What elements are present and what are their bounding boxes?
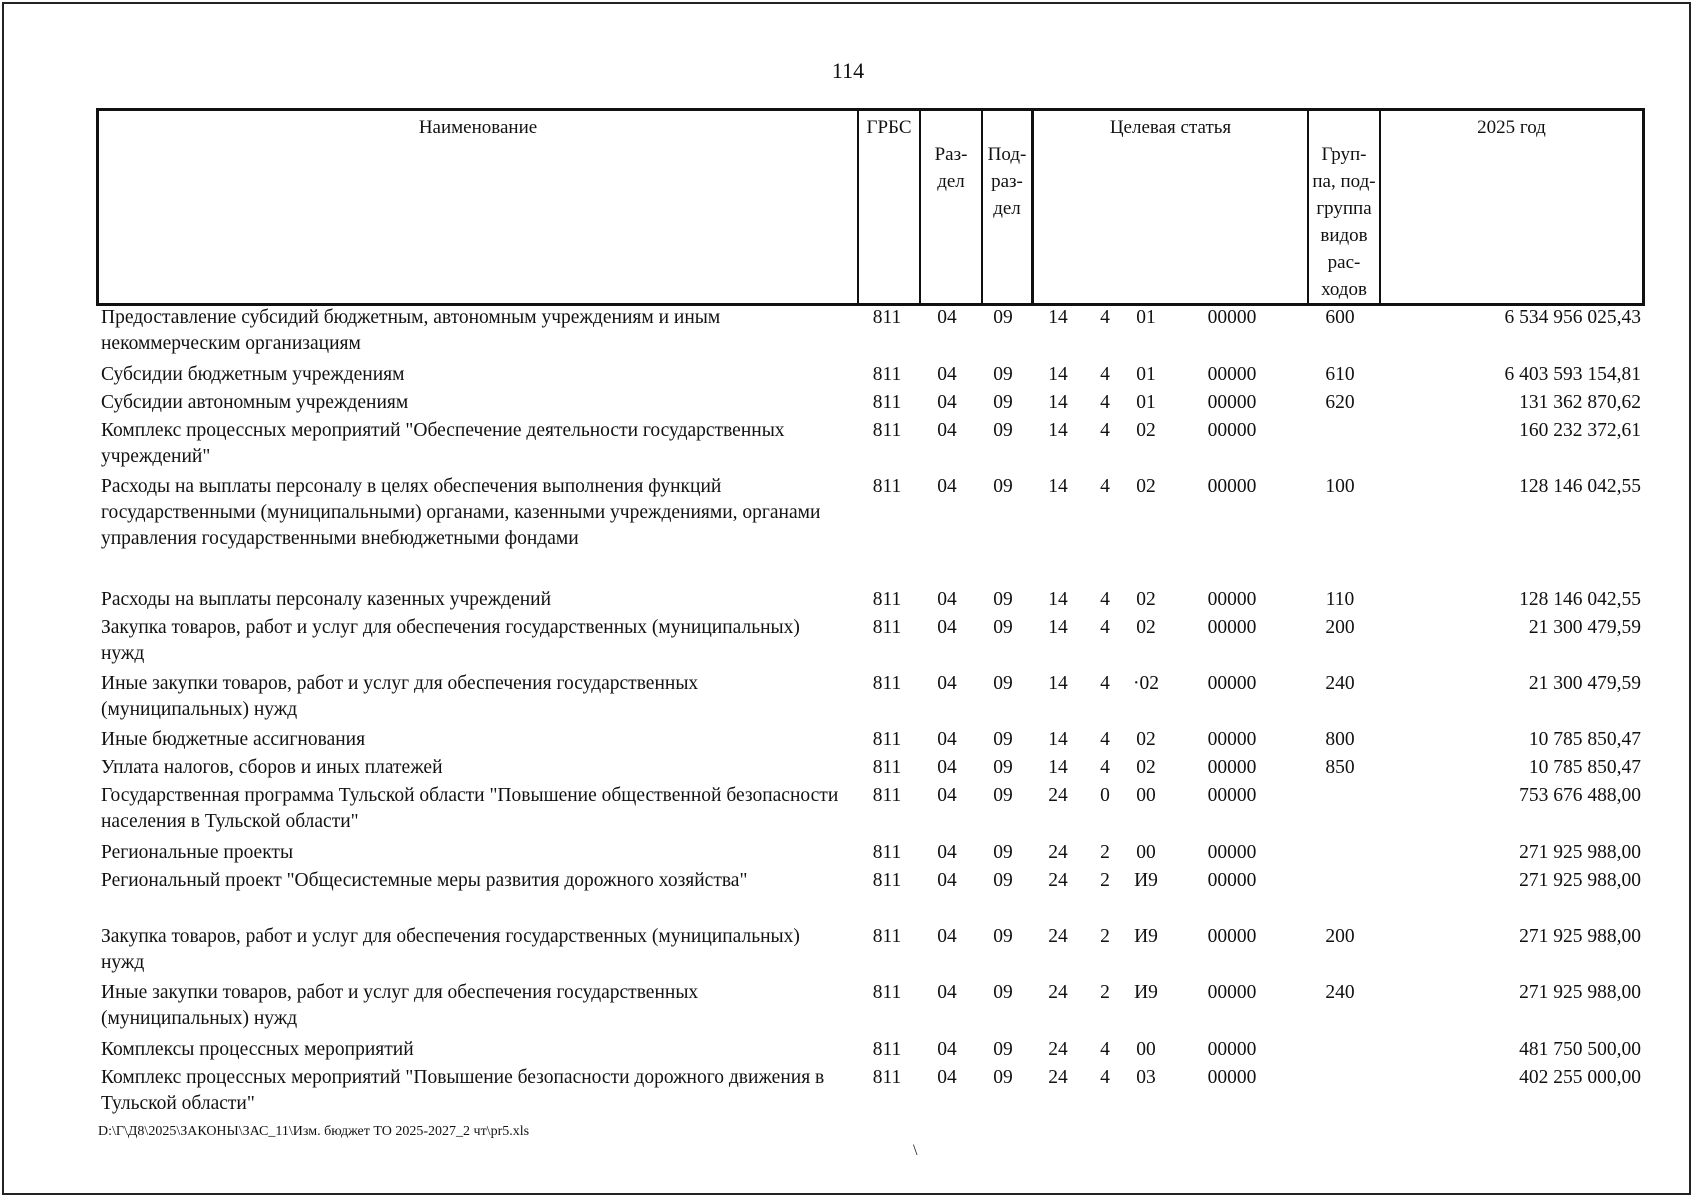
- row-podrazdel: 09: [993, 1067, 1013, 1088]
- row-grbs: 811: [872, 926, 902, 947]
- file-path: D:\Г\Д8\2025\ЗАКОНЫ\ЗАС_11\Изм. бюджет ТО 2025-2027_2 чт\pr5.xls: [98, 1124, 530, 1139]
- header-podrazdel-label: Под- раз- дел: [987, 144, 1027, 219]
- row-podrazdel: 09: [993, 476, 1013, 497]
- row-target-3: И9: [1134, 982, 1158, 1003]
- row-target-1: 14: [1048, 673, 1068, 694]
- row-target-1: 24: [1048, 926, 1068, 947]
- row-target-2: 2: [1100, 982, 1110, 1003]
- header-grbs-label: ГРБС: [866, 117, 912, 138]
- row-target-1: 14: [1048, 307, 1068, 328]
- row-target-2: 4: [1100, 392, 1110, 413]
- row-target-1: 24: [1048, 842, 1068, 863]
- row-target-3: 02: [1136, 476, 1156, 497]
- row-razdel: 04: [937, 420, 957, 441]
- row-grbs: 811: [872, 842, 902, 863]
- row-group: 600: [1325, 307, 1355, 328]
- row-razdel: 04: [937, 476, 957, 497]
- row-sum: 753 676 488,00: [1519, 785, 1641, 806]
- row-target-2: 4: [1100, 589, 1110, 610]
- row-target-3: 00: [1136, 785, 1156, 806]
- row-sum: 271 925 988,00: [1519, 982, 1641, 1003]
- row-target-4: 00000: [1207, 392, 1257, 413]
- row-target-4: 00000: [1207, 729, 1257, 750]
- row-target-2: 4: [1100, 364, 1110, 385]
- row-name: Субсидии бюджетным учреждениям: [101, 364, 405, 385]
- row-razdel: 04: [937, 870, 957, 891]
- row-razdel: 04: [937, 1039, 957, 1060]
- row-razdel: 04: [937, 673, 957, 694]
- row-name: Региональные проекты: [101, 842, 294, 863]
- row-podrazdel: 09: [993, 729, 1013, 750]
- row-target-3: 01: [1136, 392, 1156, 413]
- row-name: Расходы на выплаты персоналу казенных учреждений: [101, 589, 552, 610]
- row-group: 800: [1325, 729, 1355, 750]
- row-sum: 481 750 500,00: [1519, 1039, 1641, 1060]
- row-group: 240: [1325, 982, 1355, 1003]
- row-target-2: 4: [1100, 673, 1110, 694]
- row-podrazdel: 09: [993, 307, 1013, 328]
- row-sum: 6 534 956 025,43: [1504, 307, 1641, 328]
- row-target-3: 01: [1136, 364, 1156, 385]
- row-target-3: 02: [1136, 420, 1156, 441]
- row-target-4: 00000: [1207, 420, 1257, 441]
- row-sum: 402 255 000,00: [1519, 1067, 1641, 1088]
- table-header: [96, 108, 1645, 306]
- header-group-label: Груп- па, под- группа видов рас- ходов: [1312, 144, 1376, 300]
- row-target-4: 00000: [1207, 757, 1257, 778]
- row-podrazdel: 09: [993, 420, 1013, 441]
- row-razdel: 04: [937, 1067, 957, 1088]
- row-name: Комплекс процессных мероприятий "Обеспечение деятельности государственных учреждений": [101, 420, 785, 467]
- row-sum: 271 925 988,00: [1519, 926, 1641, 947]
- row-target-3: ·02: [1133, 673, 1159, 694]
- row-grbs: 811: [872, 307, 902, 328]
- row-name: Иные закупки товаров, работ и услуг для обеспечения государственных (муниципальных) нужд: [101, 982, 699, 1029]
- row-target-3: 00: [1136, 842, 1156, 863]
- row-name: Предоставление субсидий бюджетным, автономным учреждениям и иным некоммерческим организациям: [101, 307, 721, 354]
- header-target-label: Целевая статья: [1109, 117, 1232, 138]
- row-grbs: 811: [872, 1039, 902, 1060]
- row-razdel: 04: [937, 307, 957, 328]
- row-name: Субсидии автономным учреждениям: [101, 392, 409, 413]
- header-group: [1307, 111, 1379, 303]
- row-target-2: 2: [1100, 870, 1110, 891]
- row-target-1: 14: [1048, 729, 1068, 750]
- row-razdel: 04: [937, 982, 957, 1003]
- row-target-2: 4: [1100, 1039, 1110, 1060]
- row-target-3: 02: [1136, 589, 1156, 610]
- row-target-2: 2: [1100, 926, 1110, 947]
- row-name: Комплексы процессных мероприятий: [101, 1039, 414, 1060]
- row-target-4: 00000: [1207, 673, 1257, 694]
- row-podrazdel: 09: [993, 392, 1013, 413]
- row-target-4: 00000: [1207, 364, 1257, 385]
- row-name: Расходы на выплаты персоналу в целях обеспечения выполнения функций государственными (муниципальными) органами, казенными учреждениями, органами управления государственными внебюджетными фондами: [101, 476, 821, 549]
- header-year-label: 2025 год: [1477, 117, 1546, 138]
- row-target-4: 00000: [1207, 617, 1257, 638]
- row-target-1: 24: [1048, 870, 1068, 891]
- row-sum: 128 146 042,55: [1519, 476, 1641, 497]
- row-target-2: 4: [1100, 729, 1110, 750]
- row-group: 100: [1325, 476, 1355, 497]
- row-target-2: 2: [1100, 842, 1110, 863]
- row-grbs: 811: [872, 757, 902, 778]
- row-target-4: 00000: [1207, 476, 1257, 497]
- header-name: [99, 111, 857, 303]
- row-group: 110: [1325, 589, 1355, 610]
- row-grbs: 811: [872, 392, 902, 413]
- row-target-4: 00000: [1207, 842, 1257, 863]
- row-group: 850: [1325, 757, 1355, 778]
- row-target-3: 02: [1136, 617, 1156, 638]
- row-sum: 6 403 593 154,81: [1504, 364, 1641, 385]
- row-razdel: 04: [937, 757, 957, 778]
- row-grbs: 811: [872, 364, 902, 385]
- row-group: 620: [1325, 392, 1355, 413]
- row-target-3: И9: [1134, 926, 1158, 947]
- row-target-1: 24: [1048, 785, 1068, 806]
- row-razdel: 04: [937, 729, 957, 750]
- row-target-3: 02: [1136, 757, 1156, 778]
- row-sum: 128 146 042,55: [1519, 589, 1641, 610]
- row-grbs: 811: [872, 870, 902, 891]
- header-razdel-label: Раз- дел: [934, 144, 968, 192]
- row-podrazdel: 09: [993, 870, 1013, 891]
- row-podrazdel: 09: [993, 982, 1013, 1003]
- row-name: Региональный проект "Общесистемные меры развития дорожного хозяйства": [101, 870, 748, 891]
- row-razdel: 04: [937, 785, 957, 806]
- row-grbs: 811: [872, 589, 902, 610]
- row-target-1: 14: [1048, 617, 1068, 638]
- row-name: Государственная программа Тульской области "Повышение общественной безопасности населения в Тульской области": [101, 785, 839, 832]
- header-target: [1031, 111, 1307, 303]
- row-target-4: 00000: [1207, 870, 1257, 891]
- row-podrazdel: 09: [993, 617, 1013, 638]
- row-target-4: 00000: [1207, 926, 1257, 947]
- row-grbs: 811: [872, 1067, 902, 1088]
- row-target-3: И9: [1134, 870, 1158, 891]
- row-sum: 271 925 988,00: [1519, 842, 1641, 863]
- row-sum: 131 362 870,62: [1519, 392, 1641, 413]
- row-target-4: 00000: [1207, 982, 1257, 1003]
- row-target-2: 4: [1100, 307, 1110, 328]
- row-grbs: 811: [872, 420, 902, 441]
- header-year: [1379, 111, 1642, 303]
- row-group: 200: [1325, 617, 1355, 638]
- row-sum: 10 785 850,47: [1528, 757, 1641, 778]
- row-target-1: 24: [1048, 1039, 1068, 1060]
- row-target-2: 4: [1100, 1067, 1110, 1088]
- row-podrazdel: 09: [993, 1039, 1013, 1060]
- row-sum: 21 300 479,59: [1528, 617, 1641, 638]
- page-number: 114: [831, 58, 865, 83]
- header-grbs: [857, 111, 919, 303]
- row-target-1: 14: [1048, 757, 1068, 778]
- row-target-2: 4: [1100, 476, 1110, 497]
- stray-mark: \: [913, 1142, 918, 1159]
- row-group: 610: [1325, 364, 1355, 385]
- row-target-4: 00000: [1207, 1039, 1257, 1060]
- row-target-1: 14: [1048, 420, 1068, 441]
- header-razdel: [919, 111, 981, 303]
- row-razdel: 04: [937, 364, 957, 385]
- row-target-2: 4: [1100, 757, 1110, 778]
- row-podrazdel: 09: [993, 589, 1013, 610]
- row-target-1: 14: [1048, 589, 1068, 610]
- row-target-2: 4: [1100, 617, 1110, 638]
- row-podrazdel: 09: [993, 673, 1013, 694]
- row-sum: 160 232 372,61: [1519, 420, 1641, 441]
- row-name: Уплата налогов, сборов и иных платежей: [101, 757, 443, 778]
- row-target-1: 14: [1048, 364, 1068, 385]
- row-grbs: 811: [872, 729, 902, 750]
- row-target-2: 4: [1100, 420, 1110, 441]
- row-podrazdel: 09: [993, 364, 1013, 385]
- row-group: 200: [1325, 926, 1355, 947]
- row-target-3: 01: [1136, 307, 1156, 328]
- row-razdel: 04: [937, 842, 957, 863]
- row-name: Закупка товаров, работ и услуг для обеспечения государственных (муниципальных) нужд: [101, 926, 800, 973]
- row-podrazdel: 09: [993, 926, 1013, 947]
- row-target-3: 00: [1136, 1039, 1156, 1060]
- row-sum: 10 785 850,47: [1528, 729, 1641, 750]
- row-sum: 21 300 479,59: [1528, 673, 1641, 694]
- row-name: Иные бюджетные ассигнования: [101, 729, 366, 750]
- row-name: Комплекс процессных мероприятий "Повышение безопасности дорожного движения в Тульской области": [101, 1067, 825, 1114]
- row-target-4: 00000: [1207, 785, 1257, 806]
- row-razdel: 04: [937, 926, 957, 947]
- row-grbs: 811: [872, 673, 902, 694]
- row-podrazdel: 09: [993, 757, 1013, 778]
- row-target-1: 24: [1048, 1067, 1068, 1088]
- row-razdel: 04: [937, 589, 957, 610]
- row-target-4: 00000: [1207, 1067, 1257, 1088]
- row-target-4: 00000: [1207, 589, 1257, 610]
- row-target-3: 02: [1136, 729, 1156, 750]
- row-podrazdel: 09: [993, 842, 1013, 863]
- row-target-2: 0: [1100, 785, 1110, 806]
- row-razdel: 04: [937, 392, 957, 413]
- row-target-1: 14: [1048, 392, 1068, 413]
- row-name: Закупка товаров, работ и услуг для обеспечения государственных (муниципальных) нужд: [101, 617, 800, 664]
- row-target-4: 00000: [1207, 307, 1257, 328]
- row-grbs: 811: [872, 982, 902, 1003]
- row-name: Иные закупки товаров, работ и услуг для обеспечения государственных (муниципальных) нужд: [101, 673, 699, 720]
- row-grbs: 811: [872, 785, 902, 806]
- row-grbs: 811: [872, 617, 902, 638]
- row-target-3: 03: [1136, 1067, 1156, 1088]
- header-name-label: Наименование: [418, 117, 538, 138]
- row-sum: 271 925 988,00: [1519, 870, 1641, 891]
- row-grbs: 811: [872, 476, 902, 497]
- row-podrazdel: 09: [993, 785, 1013, 806]
- row-razdel: 04: [937, 617, 957, 638]
- row-target-1: 24: [1048, 982, 1068, 1003]
- row-target-1: 14: [1048, 476, 1068, 497]
- header-podrazdel: [981, 111, 1031, 303]
- row-group: 240: [1325, 673, 1355, 694]
